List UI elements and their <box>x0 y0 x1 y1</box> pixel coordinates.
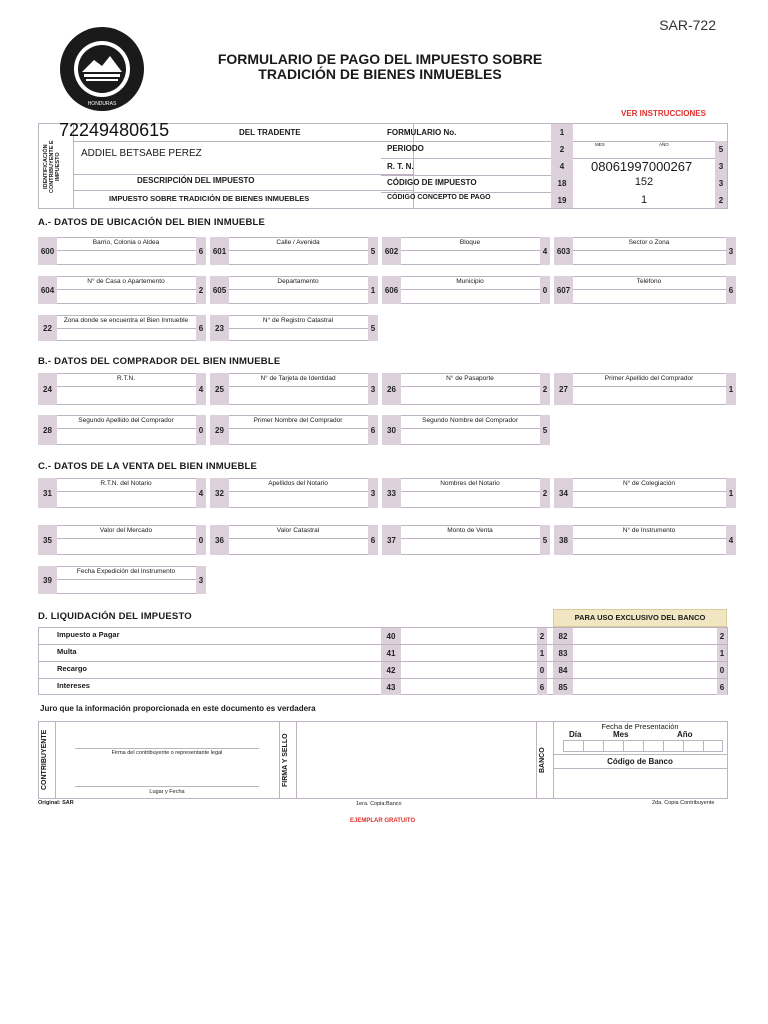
field-23[interactable] <box>210 315 378 341</box>
field-check-digit: 5 <box>368 237 378 265</box>
field-check-digit: 2 <box>540 373 550 405</box>
concepto-check: 2 <box>715 192 727 208</box>
field-label: R.T.N. <box>116 375 136 382</box>
field-label: Segundo Nombre del Comprador <box>422 417 518 424</box>
field-36[interactable] <box>210 525 378 555</box>
liquidacion-label: Recargo <box>57 664 88 673</box>
field-check-digit: 0 <box>196 415 206 445</box>
field-check-digit: 3 <box>368 478 378 508</box>
periodo-check: 5 <box>715 141 727 158</box>
form-code: SAR-722 <box>659 17 716 33</box>
bank-amount-field[interactable] <box>573 662 717 678</box>
field-number: 35 <box>38 525 57 555</box>
field-number: 23 <box>210 315 229 341</box>
bank-amount-field[interactable] <box>573 628 717 644</box>
liquidacion-row <box>39 662 727 679</box>
field-33[interactable] <box>382 478 550 508</box>
firma-sello-field[interactable] <box>296 722 536 798</box>
field-605[interactable] <box>210 276 378 304</box>
field-28[interactable] <box>38 415 206 445</box>
field-check-digit: 4 <box>196 478 206 508</box>
rtn-check: 3 <box>715 158 727 175</box>
codigo-impuesto-check: 3 <box>715 175 727 192</box>
field-check-digit: 0 <box>196 525 206 555</box>
row-num-19: 19 <box>551 192 573 208</box>
anio-label: Año <box>677 730 693 739</box>
bank-check: 1 <box>717 645 727 661</box>
field-check-digit: 0 <box>540 276 550 304</box>
field-label: N° de Pasaporte <box>446 375 494 382</box>
bank-exclusive-header: PARA USO EXCLUSIVO DEL BANCO <box>553 609 727 627</box>
field-check-digit: 6 <box>726 276 736 304</box>
rtn-overlay: 72249480615 <box>59 120 170 140</box>
field-601[interactable] <box>210 237 378 265</box>
fecha-presentacion-label: Fecha de Presentación <box>601 722 679 731</box>
field-check-digit: 1 <box>726 373 736 405</box>
codigo-banco-label: Código de Banco <box>607 757 673 766</box>
identification-side-label: IDENTIFICACIÓN CONTRIBUYENTE E IMPUESTO <box>43 140 61 194</box>
field-number: 606 <box>382 276 401 304</box>
field-600[interactable] <box>38 237 206 265</box>
section-a-title: A.- DATOS DE UBICACIÓN DEL BIEN INMUEBLE <box>38 217 266 228</box>
field-label: N° de Casa o Apartemento <box>87 278 165 285</box>
field-check-digit: 6 <box>196 237 206 265</box>
formulario-no-field[interactable] <box>573 124 727 142</box>
field-label: Teléfono <box>636 278 662 285</box>
bank-amount-field[interactable] <box>573 645 717 661</box>
periodo-anio-label: AÑO <box>659 142 669 147</box>
field-label: Primer Apellido del Comprador <box>604 375 694 382</box>
field-check-digit: 5 <box>540 415 550 445</box>
oath-text: Juro que la información proporcionada en este documento es verdadera <box>40 704 316 713</box>
liquidacion-check: 2 <box>537 628 547 644</box>
liquidacion-number: 43 <box>381 679 401 695</box>
field-number: 601 <box>210 237 229 265</box>
concepto-value[interactable]: 1 <box>640 194 648 206</box>
descripcion-label: DESCRIPCIÓN DEL IMPUESTO <box>137 176 255 185</box>
impuesto-description: IMPUESTO SOBRE TRADICIÓN DE BIENES INMUEBLES <box>109 194 310 203</box>
field-check-digit: 6 <box>368 415 378 445</box>
field-label: Sector o Zona <box>628 239 670 246</box>
field-number: 34 <box>554 478 573 508</box>
svg-text:HONDURAS: HONDURAS <box>87 101 117 107</box>
tradente-name: ADDIEL BETSABE PEREZ <box>81 148 202 159</box>
field-check-digit: 4 <box>726 525 736 555</box>
header-right-rows <box>381 124 727 208</box>
field-604[interactable] <box>38 276 206 304</box>
field-603[interactable] <box>554 237 736 265</box>
section-c-title: C.- DATOS DE LA VENTA DEL BIEN INMUEBLE <box>38 461 258 472</box>
field-31[interactable] <box>38 478 206 508</box>
liquidacion-number: 40 <box>381 628 401 644</box>
instructions-link[interactable]: VER INSTRUCCIONES <box>621 109 706 118</box>
field-number: 605 <box>210 276 229 304</box>
liquidacion-row <box>39 645 727 662</box>
bank-number: 83 <box>553 645 573 661</box>
field-check-digit: 4 <box>196 373 206 405</box>
field-check-digit: 3 <box>196 566 206 594</box>
field-606[interactable] <box>382 276 550 304</box>
field-26[interactable] <box>382 373 550 405</box>
field-label: Bloque <box>459 239 481 246</box>
bank-number: 82 <box>553 628 573 644</box>
field-number: 33 <box>382 478 401 508</box>
firma-label: Firma del contribuyente o representante legal <box>111 750 223 756</box>
original-label: Original: SAR <box>38 800 74 806</box>
field-number: 29 <box>210 415 229 445</box>
field-number: 26 <box>382 373 401 405</box>
field-39[interactable] <box>38 566 206 594</box>
firma-sello-label: FIRMA Y SELLO <box>282 733 289 787</box>
liquidacion-row <box>39 628 727 645</box>
field-label: N° de Colegiación <box>622 480 676 487</box>
liquidacion-number: 41 <box>381 645 401 661</box>
banco-label: BANCO <box>539 747 546 773</box>
field-label: N° de Instrumento <box>622 527 676 534</box>
bank-amount-field[interactable] <box>573 679 717 695</box>
mes-label: Mes <box>613 730 629 739</box>
row-label-periodo: PERIODO <box>387 144 424 153</box>
field-check-digit: 3 <box>726 237 736 265</box>
field-label: N° de Tarjeta de Identidad <box>260 375 336 382</box>
field-label: Nombres del Notario <box>440 480 500 487</box>
field-check-digit: 5 <box>540 525 550 555</box>
field-label: Monto de Venta <box>447 527 493 534</box>
form-title <box>160 52 600 82</box>
field-check-digit: 2 <box>196 276 206 304</box>
row-num-2: 2 <box>551 141 573 158</box>
periodo-mes-label: MES <box>595 142 605 147</box>
field-check-digit: 1 <box>726 478 736 508</box>
liquidacion-table <box>38 627 728 695</box>
liquidacion-amount-field[interactable] <box>401 662 537 678</box>
field-number: 30 <box>382 415 401 445</box>
field-number: 600 <box>38 237 57 265</box>
row-num-18: 18 <box>551 175 573 192</box>
codigo-impuesto-value[interactable]: 152 <box>634 176 654 188</box>
row-num-4: 4 <box>551 158 573 175</box>
field-number: 32 <box>210 478 229 508</box>
field-number: 28 <box>38 415 57 445</box>
field-number: 38 <box>554 525 573 555</box>
liquidacion-label: Multa <box>57 647 77 656</box>
field-label: Municipio <box>456 278 484 285</box>
row-label-formulario: FORMULARIO No. <box>387 128 457 137</box>
field-label: Calle / Avenida <box>276 239 320 246</box>
field-607[interactable] <box>554 276 736 304</box>
row-label-rtn: R. T. N. <box>387 162 414 171</box>
field-label: N° de Registro Catastral <box>262 317 334 324</box>
field-label: Primer Nombre del Comprador <box>253 417 343 424</box>
field-label: Valor del Mercado <box>99 527 153 534</box>
field-27[interactable] <box>554 373 736 405</box>
field-label: Barrio, Colonia o Aldea <box>92 239 160 246</box>
ejemplar-gratuito: EJEMPLAR GRATUITO <box>350 818 416 824</box>
liquidacion-label: Intereses <box>57 681 90 690</box>
bank-date-area <box>553 722 727 798</box>
field-34[interactable] <box>554 478 736 508</box>
field-number: 31 <box>38 478 57 508</box>
field-check-digit: 5 <box>368 315 378 341</box>
field-29[interactable] <box>210 415 378 445</box>
field-label: Fecha Expedición del Instrumento <box>76 568 176 575</box>
field-number: 22 <box>38 315 57 341</box>
liquidacion-amount-field[interactable] <box>401 645 537 661</box>
field-number: 603 <box>554 237 573 265</box>
liquidacion-amount-field[interactable] <box>401 679 537 695</box>
bank-check: 2 <box>717 628 727 644</box>
title-line-2: TRADICIÓN DE BIENES INMUEBLES <box>258 66 502 82</box>
field-24[interactable] <box>38 373 206 405</box>
liquidacion-row <box>39 679 727 696</box>
section-d-title: D. LIQUIDACIÓN DEL IMPUESTO <box>38 611 192 622</box>
field-number: 36 <box>210 525 229 555</box>
field-label: R.T.N. del Notario <box>100 480 152 487</box>
copia1-label: 1era. Copia:Banco <box>356 801 402 807</box>
field-32[interactable] <box>210 478 378 508</box>
field-label: Valor Catastral <box>276 527 320 534</box>
field-25[interactable] <box>210 373 378 405</box>
periodo-field[interactable] <box>573 141 715 159</box>
field-label: Segundo Apellido del Comprador <box>78 417 174 424</box>
field-22[interactable] <box>38 315 206 341</box>
field-number: 604 <box>38 276 57 304</box>
field-37[interactable] <box>382 525 550 555</box>
title-line-1: FORMULARIO DE PAGO DEL IMPUESTO SOBRE <box>217 51 543 67</box>
contribuyente-signature-field[interactable] <box>55 722 279 798</box>
liquidacion-amount-field[interactable] <box>401 628 537 644</box>
field-check-digit: 1 <box>368 276 378 304</box>
identification-box <box>38 120 728 209</box>
field-number: 25 <box>210 373 229 405</box>
copia2-label: 2da. Copia Contribuyente <box>652 800 715 806</box>
fecha-boxes[interactable] <box>563 740 723 752</box>
field-check-digit: 6 <box>196 315 206 341</box>
bank-check: 6 <box>717 679 727 695</box>
field-check-digit: 6 <box>368 525 378 555</box>
lugar-fecha-label: Lugar y Fecha <box>149 789 185 795</box>
field-number: 27 <box>554 373 573 405</box>
field-number: 602 <box>382 237 401 265</box>
liquidacion-check: 6 <box>537 679 547 695</box>
tradente-label: DEL TRADENTE <box>239 128 301 137</box>
bank-check: 0 <box>717 662 727 678</box>
field-35[interactable] <box>38 525 206 555</box>
liquidacion-label: Impuesto a Pagar <box>57 630 120 639</box>
liquidacion-check: 0 <box>537 662 547 678</box>
field-30[interactable] <box>382 415 550 445</box>
row-label-concepto: CÓDIGO CONCEPTO DE PAGO <box>387 194 491 201</box>
liquidacion-check: 1 <box>537 645 547 661</box>
field-number: 24 <box>38 373 57 405</box>
section-b-title: B.- DATOS DEL COMPRADOR DEL BIEN INMUEBLE <box>38 356 281 367</box>
row-num-1: 1 <box>551 124 573 141</box>
signature-area <box>38 721 728 799</box>
field-label: Apellidos del Notario <box>268 480 328 487</box>
contribuyente-label: CONTRIBUYENTE <box>41 729 48 791</box>
field-label: Zona donde se encuentra el Bien Inmueble <box>63 317 189 324</box>
rtn-value[interactable]: 08061997000267 <box>591 159 693 174</box>
field-number: 37 <box>382 525 401 555</box>
field-check-digit: 4 <box>540 237 550 265</box>
liquidacion-number: 42 <box>381 662 401 678</box>
field-check-digit: 3 <box>368 373 378 405</box>
bank-number: 84 <box>553 662 573 678</box>
field-label: Departamento <box>277 278 319 285</box>
dia-label: Día <box>569 730 582 739</box>
row-label-codigo-impuesto: CÓDIGO DE IMPUESTO <box>387 178 477 187</box>
field-number: 39 <box>38 566 57 594</box>
bank-number: 85 <box>553 679 573 695</box>
sar-seal-logo <box>58 26 146 112</box>
field-number: 607 <box>554 276 573 304</box>
field-38[interactable] <box>554 525 736 555</box>
field-check-digit: 2 <box>540 478 550 508</box>
field-602[interactable] <box>382 237 550 265</box>
